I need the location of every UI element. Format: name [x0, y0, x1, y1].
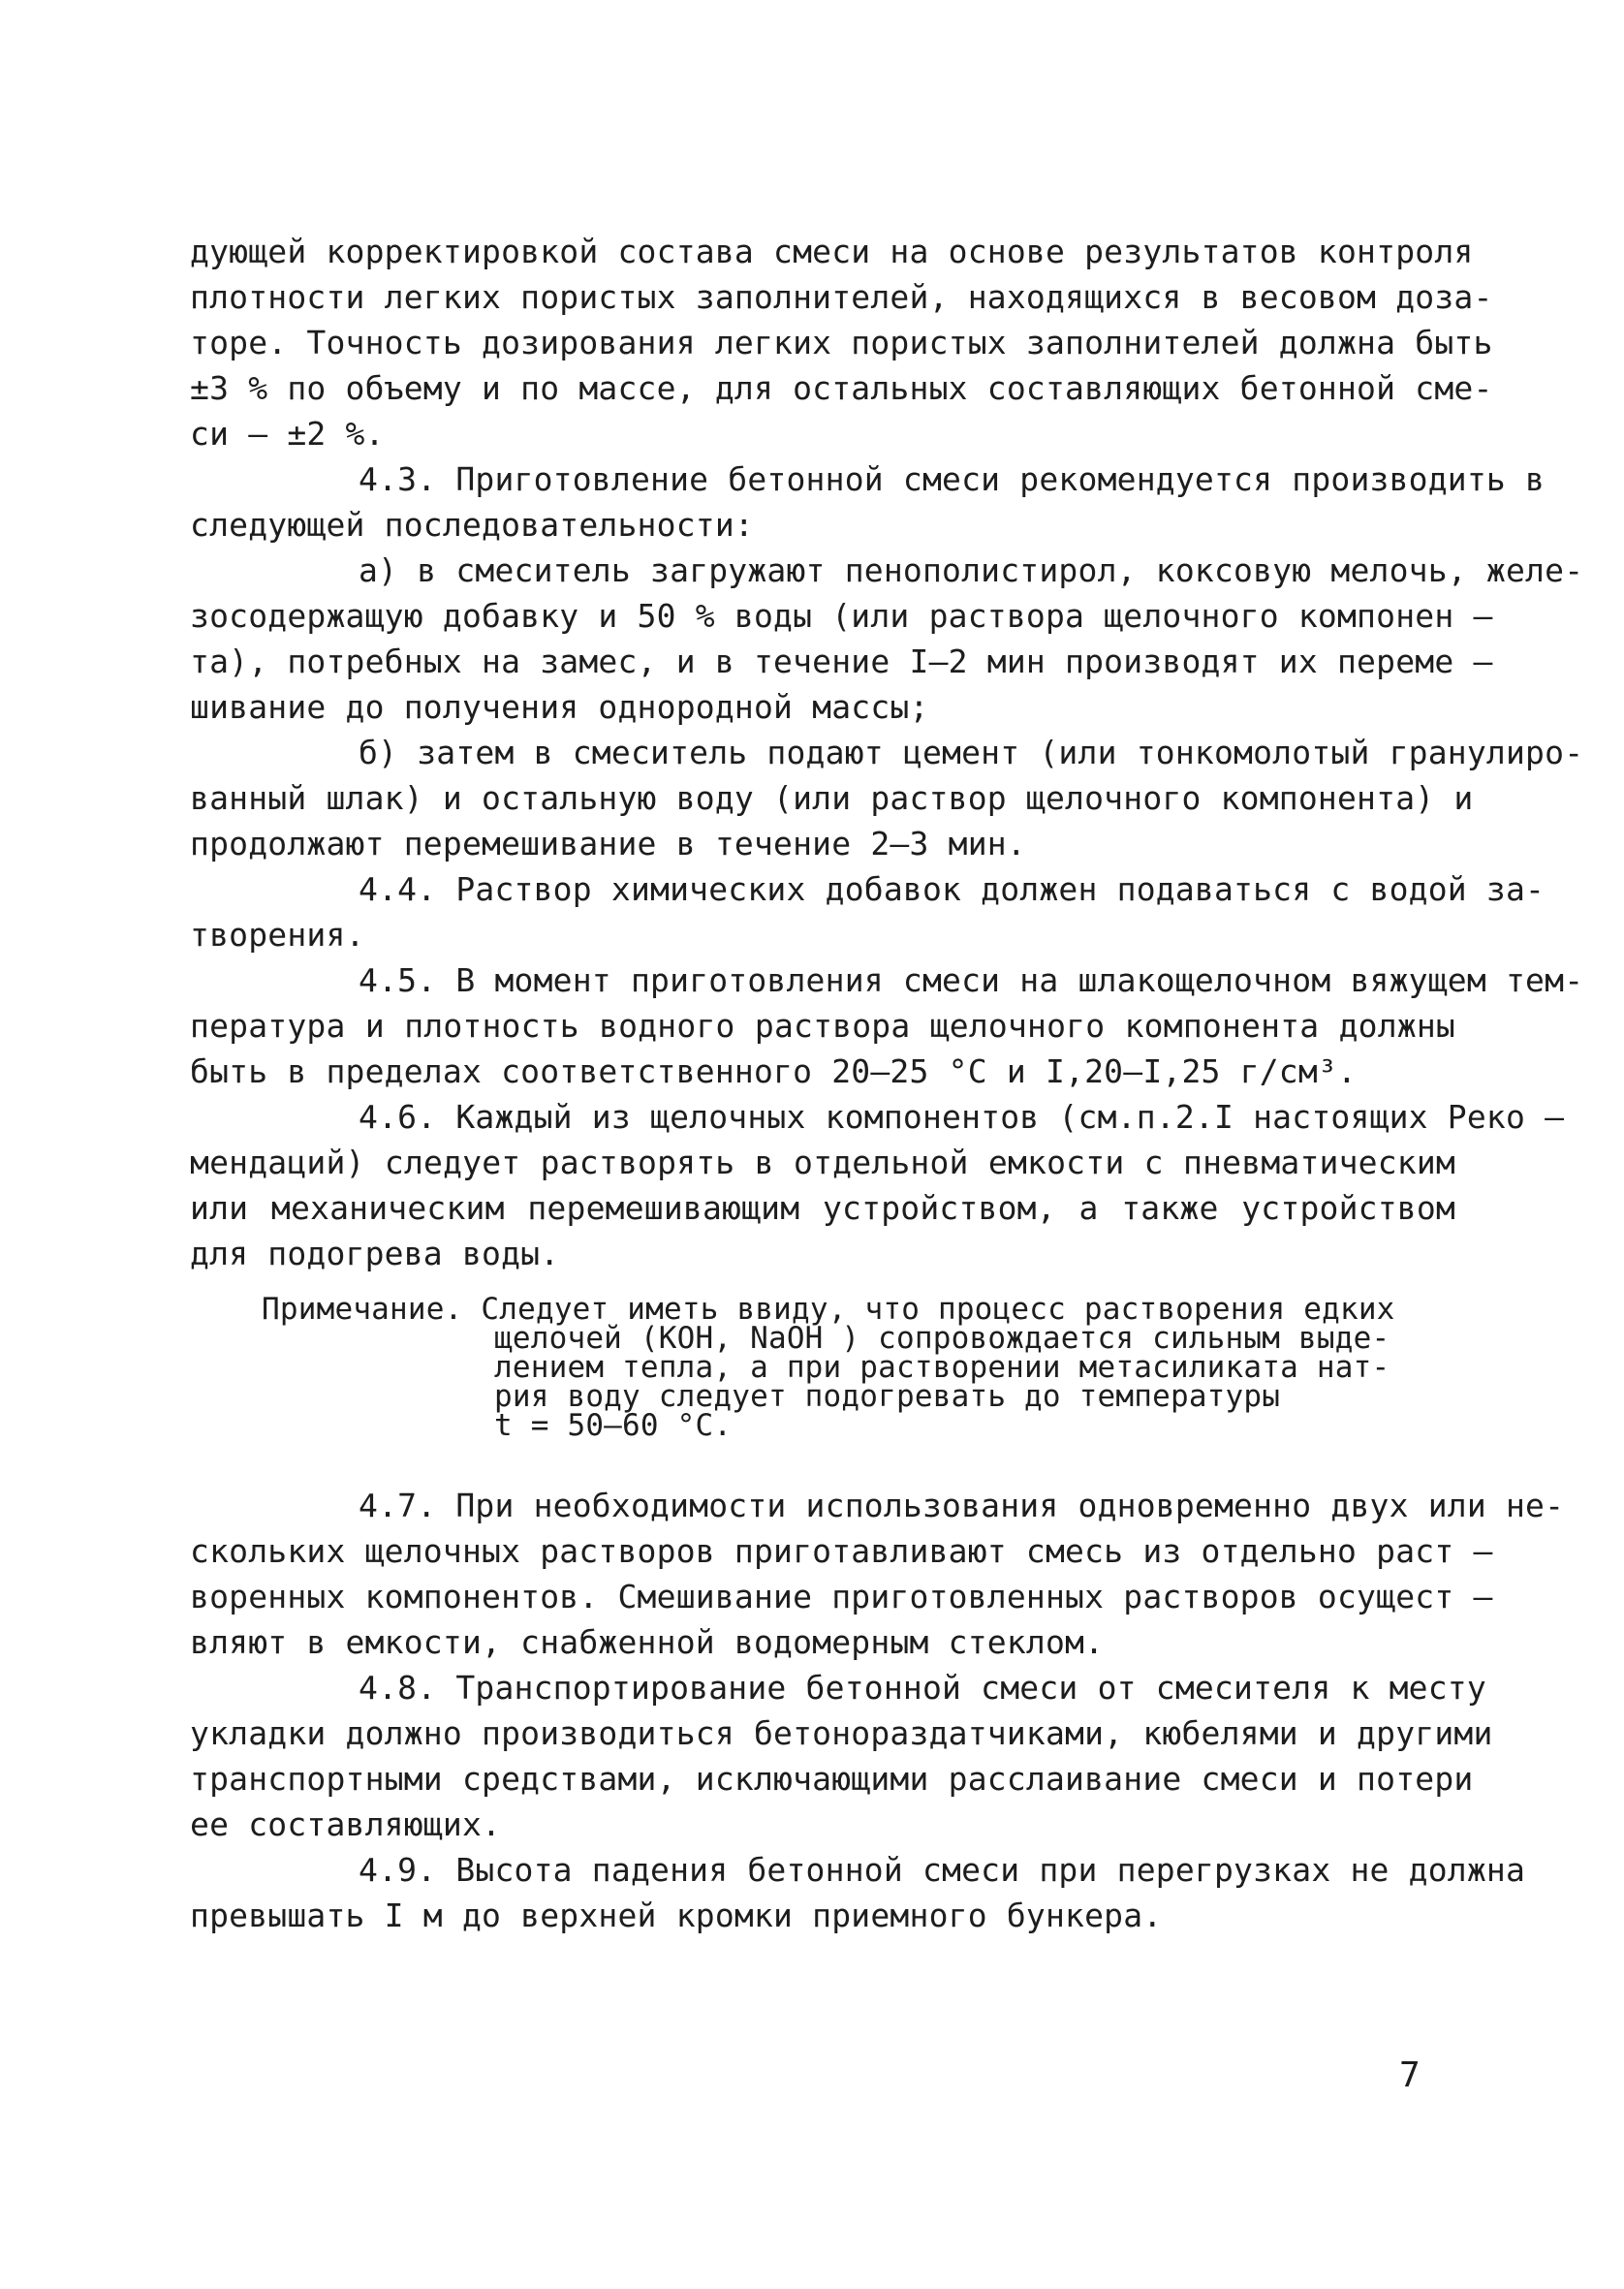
note-line: рия воду следует подогревать до температуры [494, 1379, 1281, 1414]
text-line: торе. Точность дозирования легких пористых заполнителей должна быть [190, 324, 1493, 361]
text-line: ванный шлак) и остальную воду (или раствор щелочного компонента) и [190, 779, 1474, 817]
text-line: б) затем в смеситель подают цемент (или тонкомолотый гранулиро- [359, 734, 1584, 771]
text-line: 4.8. Транспортирование бетонной смеси от смесителя к месту [359, 1669, 1486, 1707]
text-line: 4.7. При необходимости использования одновременно двух или не- [359, 1487, 1565, 1524]
note-block [262, 1292, 1444, 1443]
paragraph-4-5 [190, 957, 1584, 1094]
text-line: 4.6. Каждый из щелочных компонентов (см.п.2.I настоящих Реко – [359, 1098, 1565, 1136]
text-line: быть в пределах соответственного 20–25 °С и I,20–I,25 г/см³. [190, 1052, 1358, 1090]
text-line: мендаций) следует растворять в отдельной емкости с пневматическим [190, 1144, 1455, 1181]
paragraph-4-8 [190, 1665, 1493, 1847]
text-line: ее составляющих. [190, 1805, 502, 1843]
paragraph-4-7 [190, 1483, 1565, 1665]
paragraph-4-6 [190, 1094, 1565, 1276]
text-line: та), потребных на замес, и в течение I–2 мин производят их переме – [190, 643, 1493, 680]
text-line: укладки должно производиться бетонораздатчиками, кюбелями и другими [190, 1714, 1493, 1752]
text-line: вляют в емкости, снабженной водомерным стеклом. [190, 1623, 1105, 1661]
text-line: превышать I м до верхней кромки приемного бункера. [190, 1897, 1163, 1934]
text-line: зосодержащую добавку и 50 % воды (или раствора щелочного компонен – [190, 597, 1493, 635]
text-line: си – ±2 %. [190, 415, 385, 453]
paragraph-4-9 [190, 1847, 1526, 1938]
text-line: 4.3. Приготовление бетонной смеси рекомендуется производить в [359, 460, 1546, 498]
text-line: шивание до получения однородной массы; [190, 688, 929, 726]
note-line: Примечание. Следует иметь ввиду, что процесс растворения едких [262, 1292, 1395, 1327]
text-line: творения. [190, 916, 365, 954]
paragraph-continuation [190, 229, 1493, 456]
paragraph-4-4 [190, 866, 1546, 957]
page-number: 7 [1399, 2055, 1421, 2095]
note-line: лением тепла, а при растворении метасиликата нат- [494, 1350, 1390, 1385]
note-line: t = 50–60 °С. [494, 1408, 733, 1443]
list-item-b [190, 730, 1584, 866]
text-line: продолжают перемешивание в течение 2–3 мин. [190, 825, 1026, 862]
note-line: щелочей (KOH, NaOH ) сопровождается сильным выде- [494, 1321, 1390, 1356]
text-line: для подогрева воды. [190, 1235, 560, 1272]
text-line: ±3 % по объему и по массе, для остальных составляющих бетонной сме- [190, 369, 1493, 407]
text-line: дующей корректировкой состава смеси на основе результатов контроля [190, 233, 1474, 270]
text-line: а) в смеситель загружают пенополистирол, коксовую мелочь, желе- [359, 551, 1584, 589]
text-line: плотности легких пористых заполнителей, находящихся в весовом доза- [190, 278, 1493, 316]
text-line: или механическим перемешивающим устройством, а также устройством [190, 1189, 1455, 1227]
text-line: пература и плотность водного раствора щелочного компонента должны [190, 1007, 1455, 1045]
list-item-a [190, 548, 1584, 730]
text-line: следующей последовательности: [190, 506, 754, 544]
text-line: 4.5. В момент приготовления смеси на шлакощелочном вяжущем тем- [359, 961, 1584, 999]
text-line: скольких щелочных растворов приготавливают смесь из отдельно раст – [190, 1532, 1493, 1570]
text-line: 4.9. Высота падения бетонной смеси при перегрузках не должна [359, 1851, 1526, 1889]
text-line: воренных компонентов. Смешивание приготовленных растворов осущест – [190, 1578, 1493, 1615]
text-line: транспортными средствами, исключающими расслаивание смеси и потери [190, 1760, 1474, 1798]
text-line: 4.4. Раствор химических добавок должен подаваться с водой за- [359, 870, 1546, 908]
paragraph-4-3 [190, 456, 1546, 548]
